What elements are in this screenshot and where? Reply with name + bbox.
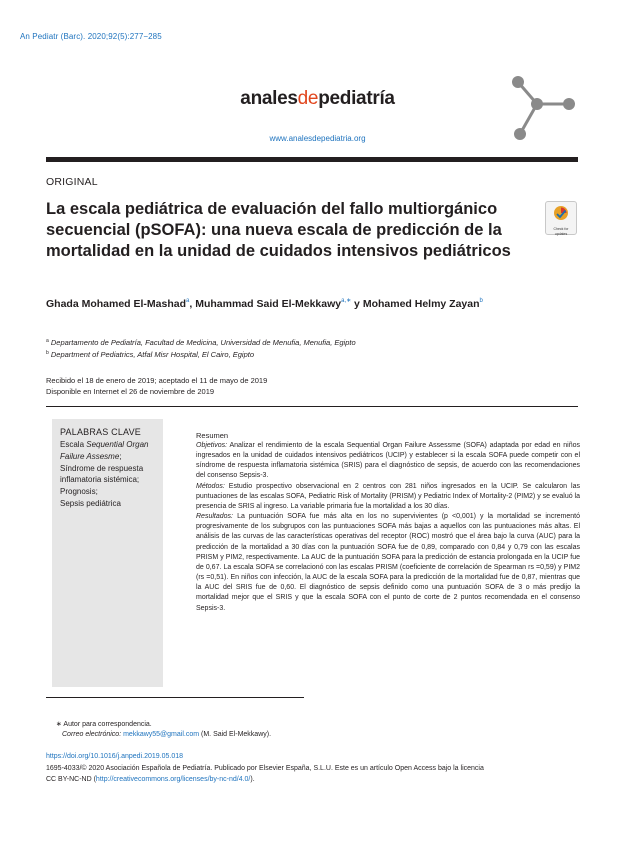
keyword-item [60,439,160,463]
keyword-text: Síndrome de respuesta inflamatoria sistémica; [60,463,144,485]
corresponding-author-note: ∗ Autor para correspondencia. [56,721,152,728]
email-link[interactable]: mekkawy55@gmail.com [123,731,200,738]
license-suffix: ). [250,776,255,783]
abstract-label: Objetivos: [196,442,228,449]
keyword-text: Prognosis; [60,487,98,497]
logo-part-3: pediatría [318,88,395,109]
journal-logo [0,88,635,110]
keyword-item [60,463,160,487]
affiliation-marker: a [46,338,49,344]
author-separator: , [189,298,196,310]
abstract-paragraph-results [196,512,580,614]
email-label: Correo electrónico: [62,731,122,738]
abstract-text: Estudio prospectivo observacional en 2 centros con 281 niños ingresados en la UCIP. Se calcularon las puntuaciones de las escalas SOFA, Pediatric Risk of Mortality (PRISM) y Pediatric Index of Mortality-2 (PIM2) y se evaluó la presencia de SRIS al ingreso. La variable primaria fue la mortalidad a los 30 días. [196,482,580,510]
author-name: Ghada Mohamed El-Mashad [46,298,187,310]
doi-link[interactable]: https://doi.org/10.1016/j.anpedi.2019.05.018 [46,753,183,760]
author-affiliation-marker[interactable]: a,∗ [341,298,352,304]
keyword-text: Sepsis pediátrica [60,498,121,508]
keywords-heading: PALABRAS CLAVE [60,427,142,437]
affiliation-text: Department of Pediatrics, Atfal Misr Hospital, El Cairo, Egipto [50,350,255,359]
author-name: Mohamed Helmy Zayan [362,298,480,310]
abstract-paragraph-methods [196,482,580,512]
license-text: 1695-4033/© 2020 Asociación Española de Pediatría. Publicado por Elsevier España, S.L.U. Este es un artículo Open Access bajo la licencia [46,765,484,772]
abstract-paragraph-objectives [196,441,580,482]
keyword-italic: Sequential Organ Failure Assesme [60,440,149,461]
online-date: Disponible en Internet el 26 de noviembre de 2019 [46,387,215,396]
email-footnote [62,731,271,738]
author-affiliation-marker[interactable]: a [186,298,190,304]
affiliation-marker: b [46,350,49,356]
abstract-body [196,441,580,614]
affiliation-b [46,350,254,359]
abstract-bottom-divider [46,697,304,698]
keyword-item [60,486,160,498]
keyword-text: Escala [60,440,87,449]
keyword-suffix: ; [119,451,122,461]
journal-citation[interactable]: An Pediatr (Barc). 2020;92(5):277−285 [20,32,162,41]
abstract-label: Métodos: [196,482,225,490]
email-owner: (M. Said El-Mekkawy). [201,731,272,738]
abstract-text: Analizar el rendimiento de la escala Sequential Organ Failure Assessme (SOFA) adaptada por edad en niños ingresados en la unidad de cuidados intensivos pediátricos (UCIP) y establecer si la escala SOFA puede competir con el síndrome de respuesta inflamatoria sistémica (SRIS) para el diagnóstico de sepsis, de acuerdo con las recomendaciones del consenso Sepsis-3. [196,442,580,480]
keyword-item [60,498,160,510]
section-label: ORIGINAL [46,176,98,188]
author-separator: y [351,298,363,310]
badge-text-1: Check for [553,227,569,231]
article-title: La escala pediátrica de evaluación del fallo multiorgánico secuencial (pSOFA): una nueva escala de predicción de la mortalidad en la unidad de cuidados intensivos pediátricos [46,200,511,260]
abstract-top-divider [46,406,578,407]
author-list [46,297,483,310]
journal-url-link[interactable]: www.analesdepediatria.org [269,134,366,143]
license-line-2 [46,776,255,783]
badge-text-2: updates [554,232,568,236]
header-divider [46,157,578,162]
keywords-list [60,439,160,510]
abstract-heading: Resumen [196,431,229,440]
author-name: Muhammad Said El-Mekkawy [195,298,342,310]
affiliation-a [46,338,356,347]
abstract-label: Resultados: [196,513,233,521]
license-url-link[interactable]: http://creativecommons.org/licenses/by-nc-nd/4.0/ [95,776,251,783]
check-for-updates-button[interactable] [545,201,577,235]
affiliation-text: Departamento de Pediatría, Facultad de Medicina, Universidad de Menufia, Menufia, Egipto [50,338,356,347]
logo-part-1: anales [240,88,298,109]
abstract-text: La puntuación SOFA fue más alta en los no supervivientes (p <0,001) y la mortalidad se incrementó progresivamente de los subgrupos con las puntuaciones SOFA más bajas a aquellos con las puntuaciones más altas. El análisis de las curvas de las características operativas del receptor (ROC) mostró que el área bajo la curva (AUC) para la predicción de la mortalidad a 30 días con la puntuación SOFA fue de 0,89, comparado con 0,84 y 0,79 con las escalas PRISM y PIM2, respectivamente. La AUC de la puntuación SOFA para la predicción de estancia prolongada en la UCIP fue de 0,67. La escala SOFA se correlacionó con las escalas PRISM (coeficiente de correlación de Spearman rs =0,59) y PIM2 (rs =0,51). En niños con infección, la AUC de la escala SOFA para la predicción de la mortalidad fue de 0,87, mientras que la AUC del SRIS fue de 0,60. El diagnóstico de sepsis definido como una puntuación SOFA de 3 o más predijo la mortalidad mejor que el SRIS y que la escala SOFA con el punto de corte de 2 puntos recomendada en el consenso Sepsis-3. [196,513,580,612]
received-date: Recibido el 18 de enero de 2019; aceptado el 11 de mayo de 2019 [46,376,268,385]
license-prefix: CC BY-NC-ND ( [46,776,96,783]
logo-part-2: de [297,88,319,109]
check-updates-icon [553,205,569,221]
author-affiliation-marker[interactable]: b [479,298,483,304]
